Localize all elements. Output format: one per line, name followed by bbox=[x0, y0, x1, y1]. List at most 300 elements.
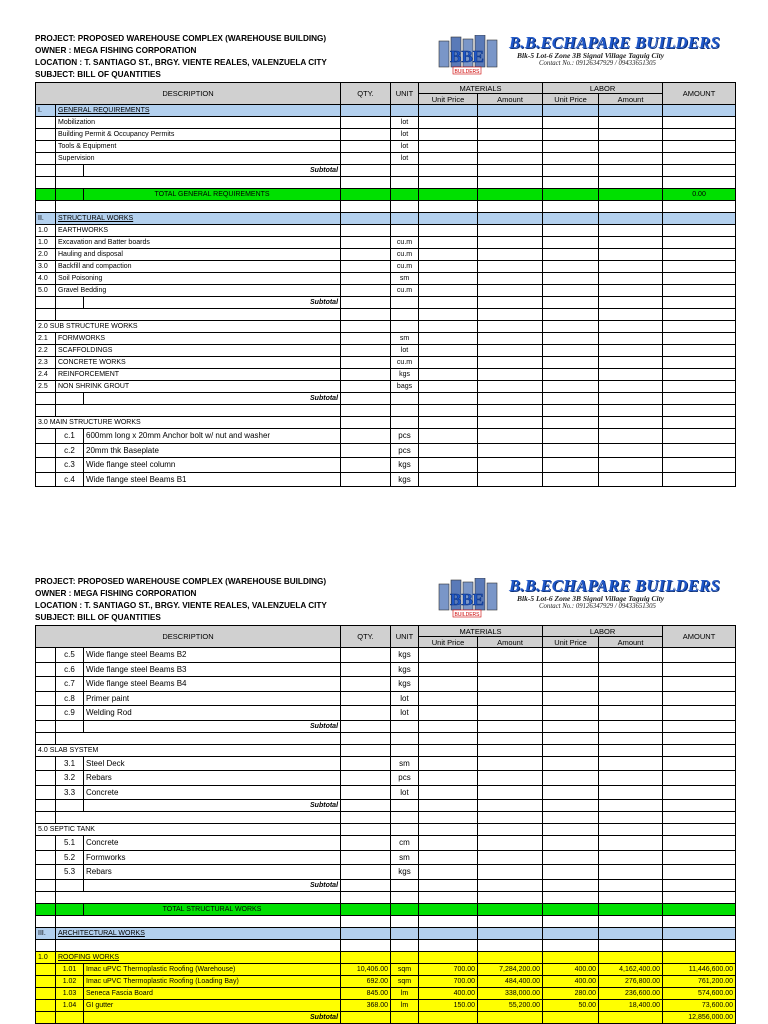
mat-amount-cell bbox=[478, 177, 543, 189]
mat-amount-cell bbox=[478, 891, 543, 903]
lab-unit-price-cell bbox=[543, 345, 599, 357]
lab-amount-cell bbox=[599, 405, 663, 417]
qty-cell bbox=[341, 706, 391, 721]
unit-cell: lot bbox=[391, 153, 419, 165]
item-description: Rebars bbox=[84, 771, 341, 786]
unit-cell bbox=[391, 879, 419, 891]
row-number: 2.1 bbox=[36, 333, 56, 345]
lab-unit-price-cell bbox=[543, 850, 599, 865]
qty-cell bbox=[341, 129, 391, 141]
qty-cell bbox=[341, 785, 391, 800]
qty-cell bbox=[341, 951, 391, 963]
unit-cell: cu.m bbox=[391, 249, 419, 261]
unit-cell: pcs bbox=[391, 443, 419, 458]
mat-amount-cell bbox=[478, 850, 543, 865]
qty-cell bbox=[341, 105, 391, 117]
lab-amount-cell bbox=[599, 333, 663, 345]
mat-amount-cell bbox=[478, 225, 543, 237]
unit-cell: cu.m bbox=[391, 357, 419, 369]
subtotal-label: Subtotal bbox=[84, 800, 341, 812]
row-description: Mobilization bbox=[56, 117, 341, 129]
row-description: ARCHITECTURAL WORKS bbox=[56, 927, 341, 939]
row-number bbox=[36, 129, 56, 141]
amount-cell bbox=[663, 405, 736, 417]
qty-cell bbox=[341, 836, 391, 851]
qty-cell bbox=[341, 472, 391, 487]
mat-unit-price-cell bbox=[419, 648, 478, 663]
amount-cell bbox=[663, 285, 736, 297]
lab-unit-price-cell: 400.00 bbox=[543, 975, 599, 987]
unit-cell: pcs bbox=[391, 429, 419, 444]
lab-unit-price-cell bbox=[543, 691, 599, 706]
unit-cell bbox=[391, 213, 419, 225]
lab-amount-cell bbox=[599, 249, 663, 261]
amount-cell bbox=[663, 927, 736, 939]
mat-unit-price-cell bbox=[419, 458, 478, 473]
mat-unit-price-cell bbox=[419, 357, 478, 369]
item-number: c.4 bbox=[56, 472, 84, 487]
qty-cell bbox=[341, 297, 391, 309]
amount-cell bbox=[663, 939, 736, 951]
item-number: c.3 bbox=[56, 458, 84, 473]
item-number: c.1 bbox=[56, 429, 84, 444]
mat-unit-price-cell bbox=[419, 903, 478, 915]
mat-unit-price-cell bbox=[419, 472, 478, 487]
lab-amount-cell bbox=[599, 771, 663, 786]
project-header bbox=[35, 576, 327, 624]
table-row bbox=[36, 812, 736, 824]
lab-unit-price-cell bbox=[543, 706, 599, 721]
mat-unit-price-cell bbox=[419, 812, 478, 824]
amount-cell bbox=[663, 297, 736, 309]
qty-cell: 10,406.00 bbox=[341, 963, 391, 975]
qty-cell bbox=[341, 321, 391, 333]
amount-cell bbox=[663, 691, 736, 706]
table-row bbox=[36, 963, 736, 975]
unit-cell: cu.m bbox=[391, 261, 419, 273]
mat-amount-cell bbox=[478, 141, 543, 153]
row-description: CONCRETE WORKS bbox=[56, 357, 341, 369]
item-number: 3.3 bbox=[56, 785, 84, 800]
table-row bbox=[36, 987, 736, 999]
qty-cell bbox=[341, 891, 391, 903]
unit-cell bbox=[391, 927, 419, 939]
mat-amount-cell bbox=[478, 744, 543, 756]
lab-amount-cell bbox=[599, 951, 663, 963]
amount-cell bbox=[663, 706, 736, 721]
subtotal-label: Subtotal bbox=[84, 165, 341, 177]
row-description bbox=[56, 939, 341, 951]
item-description: Primer paint bbox=[84, 691, 341, 706]
col-unit: UNIT bbox=[391, 83, 419, 105]
unit-cell: kgs bbox=[391, 677, 419, 692]
lab-amount-cell bbox=[599, 785, 663, 800]
table-row bbox=[36, 309, 736, 321]
mat-amount-cell: 338,000.00 bbox=[478, 987, 543, 999]
owner-line: OWNER : MEGA FISHING CORPORATION bbox=[35, 589, 197, 598]
lab-amount-cell bbox=[599, 189, 663, 201]
item-number: c.2 bbox=[56, 443, 84, 458]
lab-amount-cell bbox=[599, 417, 663, 429]
lab-amount-cell bbox=[599, 677, 663, 692]
lab-amount-cell bbox=[599, 648, 663, 663]
lab-unit-price-cell bbox=[543, 891, 599, 903]
lab-unit-price-cell bbox=[543, 297, 599, 309]
mat-amount-cell bbox=[478, 720, 543, 732]
lab-unit-price-cell bbox=[543, 333, 599, 345]
amount-cell bbox=[663, 800, 736, 812]
lab-amount-cell bbox=[599, 177, 663, 189]
mat-amount-cell bbox=[478, 345, 543, 357]
amount-cell bbox=[663, 153, 736, 165]
col-mat-amount: Amount bbox=[478, 94, 543, 105]
mat-amount-cell bbox=[478, 903, 543, 915]
lab-unit-price-cell bbox=[543, 261, 599, 273]
amount-cell bbox=[663, 732, 736, 744]
mat-amount-cell bbox=[478, 836, 543, 851]
qty-cell bbox=[341, 1011, 391, 1023]
item-number: 3.1 bbox=[56, 756, 84, 771]
lab-amount-cell bbox=[599, 357, 663, 369]
col-qty: QTY. bbox=[341, 83, 391, 105]
mat-unit-price-cell bbox=[419, 381, 478, 393]
col-lab-unit-price: Unit Price bbox=[543, 637, 599, 648]
table-row bbox=[36, 975, 736, 987]
lab-amount-cell: 236,600.00 bbox=[599, 987, 663, 999]
unit-cell: kgs bbox=[391, 369, 419, 381]
lab-unit-price-cell bbox=[543, 903, 599, 915]
lab-amount-cell bbox=[599, 261, 663, 273]
row-description: STRUCTURAL WORKS bbox=[56, 213, 341, 225]
lab-amount-cell bbox=[599, 939, 663, 951]
mat-unit-price-cell bbox=[419, 850, 478, 865]
mat-unit-price-cell bbox=[419, 879, 478, 891]
table-row bbox=[36, 999, 736, 1011]
section-number: 5.0 bbox=[38, 826, 48, 833]
table-row bbox=[36, 381, 736, 393]
lab-amount-cell bbox=[599, 165, 663, 177]
header-row bbox=[36, 83, 736, 94]
lab-unit-price-cell bbox=[543, 285, 599, 297]
table-row bbox=[36, 915, 736, 927]
mat-amount-cell bbox=[478, 1011, 543, 1023]
mat-amount-cell bbox=[478, 915, 543, 927]
lab-unit-price-cell bbox=[543, 927, 599, 939]
mat-unit-price-cell bbox=[419, 915, 478, 927]
row-number: 2.0 bbox=[36, 249, 56, 261]
bbe-logo-mark: BBE bbox=[449, 590, 485, 609]
lab-unit-price-cell bbox=[543, 443, 599, 458]
lab-unit-price-cell bbox=[543, 309, 599, 321]
col-mat-unit-price: Unit Price bbox=[419, 637, 478, 648]
unit-cell bbox=[391, 891, 419, 903]
mat-unit-price-cell: 400.00 bbox=[419, 987, 478, 999]
mat-unit-price-cell bbox=[419, 691, 478, 706]
lab-amount-cell bbox=[599, 393, 663, 405]
mat-unit-price-cell bbox=[419, 225, 478, 237]
company-address: Blk-5 Lot-6 Zone 3B Signal Village Taguig City bbox=[517, 51, 665, 60]
mat-amount-cell bbox=[478, 153, 543, 165]
mat-amount-cell bbox=[478, 381, 543, 393]
lab-unit-price-cell bbox=[543, 321, 599, 333]
unit-cell: lot bbox=[391, 706, 419, 721]
section-number: 2.0 bbox=[38, 323, 48, 330]
item-description: Steel Deck bbox=[84, 756, 341, 771]
col-qty: QTY. bbox=[341, 626, 391, 648]
qty-cell bbox=[341, 756, 391, 771]
item-number: 3.2 bbox=[56, 771, 84, 786]
bbe-logo-icon bbox=[435, 578, 505, 618]
mat-unit-price-cell: 150.00 bbox=[419, 999, 478, 1011]
total-label: TOTAL STRUCTURAL WORKS bbox=[84, 903, 341, 915]
col-mat-amount: Amount bbox=[478, 637, 543, 648]
table-row bbox=[36, 720, 736, 732]
unit-cell bbox=[391, 201, 419, 213]
qty-cell: 845.00 bbox=[341, 987, 391, 999]
mat-unit-price-cell bbox=[419, 117, 478, 129]
amount-cell bbox=[663, 662, 736, 677]
row-description bbox=[56, 915, 341, 927]
row-description: Tools & Equipment bbox=[56, 141, 341, 153]
mat-amount-cell bbox=[478, 458, 543, 473]
qty-cell bbox=[341, 662, 391, 677]
mat-unit-price-cell bbox=[419, 213, 478, 225]
unit-cell: kgs bbox=[391, 865, 419, 880]
row-description: Supervision bbox=[56, 153, 341, 165]
mat-unit-price-cell bbox=[419, 417, 478, 429]
unit-cell bbox=[391, 824, 419, 836]
lab-amount-cell bbox=[599, 273, 663, 285]
row-number bbox=[36, 732, 56, 744]
unit-cell bbox=[391, 951, 419, 963]
table-row bbox=[36, 865, 736, 880]
lab-amount-cell bbox=[599, 744, 663, 756]
item-description: Imac uPVC Thermoplastic Roofing (Warehouse) bbox=[84, 963, 341, 975]
amount-cell bbox=[663, 429, 736, 444]
amount-cell bbox=[663, 237, 736, 249]
item-description: Wide flange steel Beams B1 bbox=[84, 472, 341, 487]
item-number: 1.02 bbox=[56, 975, 84, 987]
subtotal-label: Subtotal bbox=[84, 1011, 341, 1023]
table-row bbox=[36, 249, 736, 261]
amount-cell bbox=[663, 879, 736, 891]
amount-cell: 73,600.00 bbox=[663, 999, 736, 1011]
mat-unit-price-cell bbox=[419, 393, 478, 405]
mat-amount-cell bbox=[478, 771, 543, 786]
lab-unit-price-cell bbox=[543, 105, 599, 117]
row-number: II. bbox=[36, 213, 56, 225]
amount-cell bbox=[663, 417, 736, 429]
mat-unit-price-cell bbox=[419, 261, 478, 273]
lab-unit-price-cell: 280.00 bbox=[543, 987, 599, 999]
qty-cell bbox=[341, 458, 391, 473]
row-number: 5.0 bbox=[36, 285, 56, 297]
company-name: B.B.ECHAPARE BUILDERS bbox=[509, 33, 720, 52]
mat-amount-cell bbox=[478, 357, 543, 369]
lab-amount-cell bbox=[599, 321, 663, 333]
lab-unit-price-cell bbox=[543, 177, 599, 189]
amount-cell bbox=[663, 177, 736, 189]
mat-unit-price-cell bbox=[419, 129, 478, 141]
row-number: 1.0 bbox=[36, 951, 56, 963]
item-description: 20mm thk Baseplate bbox=[84, 443, 341, 458]
amount-cell bbox=[663, 915, 736, 927]
section-name: SUB STRUCTURE WORKS bbox=[49, 323, 138, 330]
qty-cell bbox=[341, 213, 391, 225]
unit-cell: sm bbox=[391, 333, 419, 345]
mat-amount-cell bbox=[478, 939, 543, 951]
item-number: c.9 bbox=[56, 706, 84, 721]
mat-unit-price-cell bbox=[419, 706, 478, 721]
table-row bbox=[36, 213, 736, 225]
table-row bbox=[36, 405, 736, 417]
amount-cell bbox=[663, 771, 736, 786]
amount-cell bbox=[663, 812, 736, 824]
table-row bbox=[36, 662, 736, 677]
table-row bbox=[36, 417, 736, 429]
mat-unit-price-cell bbox=[419, 273, 478, 285]
qty-cell bbox=[341, 333, 391, 345]
row-number bbox=[36, 141, 56, 153]
mat-amount-cell: 484,400.00 bbox=[478, 975, 543, 987]
col-amount: AMOUNT bbox=[663, 83, 736, 105]
lab-amount-cell bbox=[599, 225, 663, 237]
unit-cell: sqm bbox=[391, 975, 419, 987]
table-row bbox=[36, 785, 736, 800]
qty-cell bbox=[341, 201, 391, 213]
amount-cell bbox=[663, 951, 736, 963]
unit-cell bbox=[391, 297, 419, 309]
mat-unit-price-cell bbox=[419, 927, 478, 939]
lab-unit-price-cell bbox=[543, 357, 599, 369]
mat-unit-price-cell bbox=[419, 732, 478, 744]
mat-unit-price-cell bbox=[419, 744, 478, 756]
company-contact: Contact No.: 09126347929 / 09433651305 bbox=[539, 603, 656, 610]
mat-unit-price-cell: 700.00 bbox=[419, 963, 478, 975]
row-description: FORMWORKS bbox=[56, 333, 341, 345]
subject-line: SUBJECT: BILL OF QUANTITIES bbox=[35, 613, 161, 622]
table-row bbox=[36, 429, 736, 444]
mat-amount-cell bbox=[478, 393, 543, 405]
unit-cell bbox=[391, 1011, 419, 1023]
lab-unit-price-cell bbox=[543, 213, 599, 225]
amount-cell bbox=[663, 357, 736, 369]
table-row bbox=[36, 237, 736, 249]
mat-unit-price-cell bbox=[419, 201, 478, 213]
mat-amount-cell bbox=[478, 285, 543, 297]
lab-unit-price-cell bbox=[543, 189, 599, 201]
unit-cell bbox=[391, 309, 419, 321]
col-mat-unit-price: Unit Price bbox=[419, 94, 478, 105]
section-title bbox=[36, 824, 341, 836]
bbe-logo-mark: BBE bbox=[449, 47, 485, 66]
lab-unit-price-cell bbox=[543, 662, 599, 677]
amount-cell bbox=[663, 345, 736, 357]
unit-cell: lot bbox=[391, 129, 419, 141]
row-description: Building Permit & Occupancy Permits bbox=[56, 129, 341, 141]
mat-amount-cell bbox=[478, 443, 543, 458]
lab-amount-cell bbox=[599, 285, 663, 297]
mat-amount-cell bbox=[478, 648, 543, 663]
subtotal-label: Subtotal bbox=[84, 720, 341, 732]
mat-unit-price-cell bbox=[419, 153, 478, 165]
lab-amount-cell bbox=[599, 201, 663, 213]
row-number bbox=[36, 915, 56, 927]
table-row bbox=[36, 225, 736, 237]
table-row bbox=[36, 443, 736, 458]
mat-unit-price-cell bbox=[419, 662, 478, 677]
qty-cell bbox=[341, 417, 391, 429]
row-description bbox=[56, 732, 341, 744]
lab-amount-cell bbox=[599, 297, 663, 309]
amount-cell bbox=[663, 903, 736, 915]
col-unit: UNIT bbox=[391, 626, 419, 648]
amount-cell: 574,600.00 bbox=[663, 987, 736, 999]
mat-unit-price-cell bbox=[419, 345, 478, 357]
section-number: 4.0 bbox=[38, 746, 48, 754]
lab-amount-cell bbox=[599, 345, 663, 357]
company-contact: Contact No.: 09126347929 / 09433651305 bbox=[539, 60, 656, 67]
qty-cell bbox=[341, 285, 391, 297]
unit-cell: kgs bbox=[391, 648, 419, 663]
location-line: LOCATION : T. SANTIAGO ST., BRGY. VIENTE REALES, VALENZUELA CITY bbox=[35, 58, 327, 67]
amount-cell bbox=[663, 756, 736, 771]
row-number bbox=[36, 153, 56, 165]
amount-cell bbox=[663, 785, 736, 800]
lab-unit-price-cell bbox=[543, 472, 599, 487]
lab-unit-price-cell bbox=[543, 237, 599, 249]
mat-unit-price-cell bbox=[419, 177, 478, 189]
lab-amount-cell bbox=[599, 153, 663, 165]
lab-unit-price-cell bbox=[543, 225, 599, 237]
col-lab-unit-price: Unit Price bbox=[543, 94, 599, 105]
unit-cell: cm bbox=[391, 836, 419, 851]
mat-unit-price-cell bbox=[419, 720, 478, 732]
table-row bbox=[36, 333, 736, 345]
item-number: c.7 bbox=[56, 677, 84, 692]
lab-unit-price-cell bbox=[543, 129, 599, 141]
table-row bbox=[36, 177, 736, 189]
lab-unit-price-cell bbox=[543, 720, 599, 732]
section-title bbox=[36, 321, 341, 333]
qty-cell bbox=[341, 273, 391, 285]
unit-cell bbox=[391, 939, 419, 951]
unit-cell bbox=[391, 225, 419, 237]
amount-cell bbox=[663, 333, 736, 345]
lab-amount-cell bbox=[599, 800, 663, 812]
mat-amount-cell: 55,200.00 bbox=[478, 999, 543, 1011]
lab-unit-price-cell bbox=[543, 201, 599, 213]
lab-amount-cell: 18,400.00 bbox=[599, 999, 663, 1011]
qty-cell bbox=[341, 357, 391, 369]
qty-cell bbox=[341, 309, 391, 321]
boq-table-2 bbox=[35, 625, 736, 1024]
row-number: 2.2 bbox=[36, 345, 56, 357]
qty-cell bbox=[341, 879, 391, 891]
row-description bbox=[56, 201, 341, 213]
lab-amount-cell bbox=[599, 891, 663, 903]
mat-amount-cell bbox=[478, 237, 543, 249]
qty-cell: 692.00 bbox=[341, 975, 391, 987]
mat-unit-price-cell bbox=[419, 297, 478, 309]
amount-cell: 12,856,000.00 bbox=[663, 1011, 736, 1023]
unit-cell: lot bbox=[391, 785, 419, 800]
unit-cell bbox=[391, 800, 419, 812]
mat-unit-price-cell bbox=[419, 285, 478, 297]
mat-unit-price-cell bbox=[419, 333, 478, 345]
table-row bbox=[36, 939, 736, 951]
amount-cell bbox=[663, 824, 736, 836]
